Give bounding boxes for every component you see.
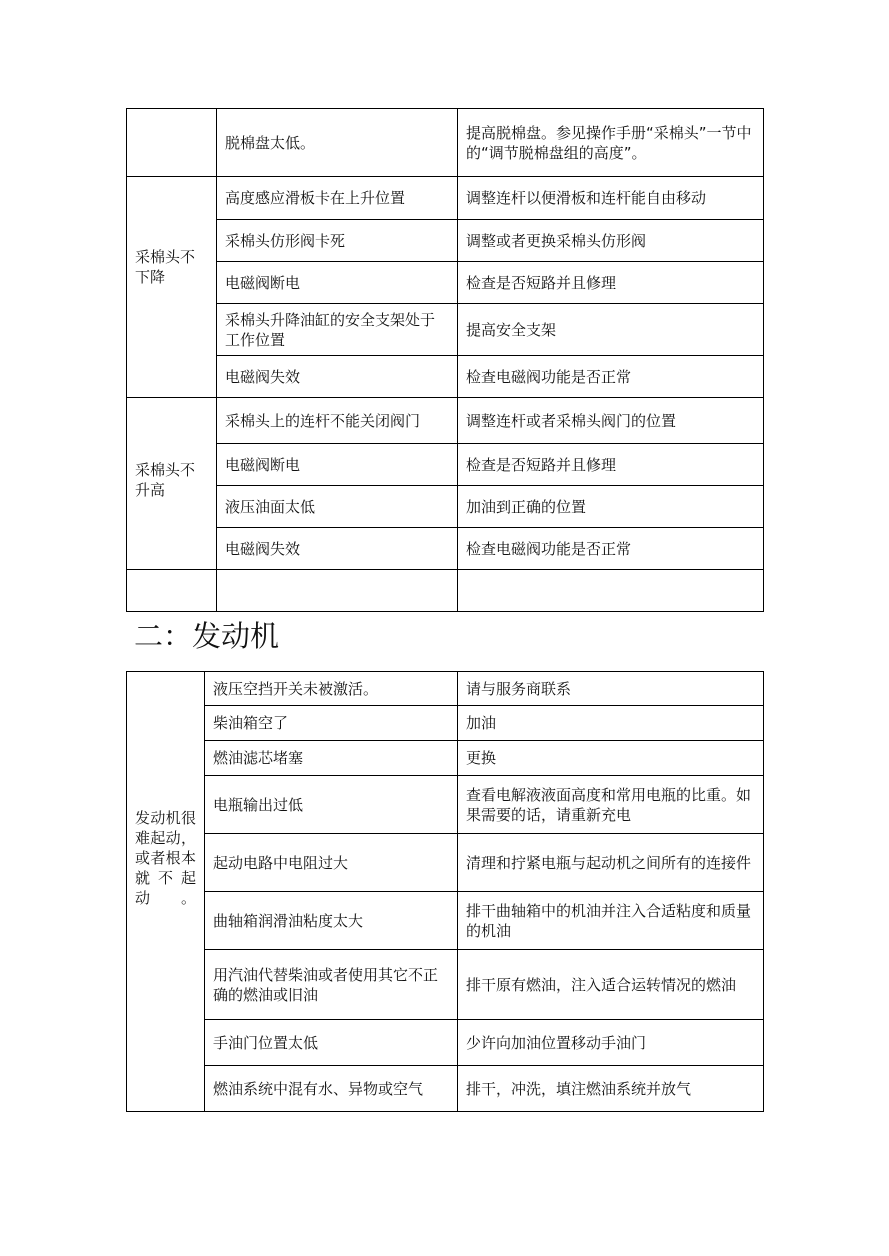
issue-engine-hard-to-start: 发动机很难起动，或者根本就不起动。 (135, 809, 196, 907)
cause-cell: 电磁阀失效 (217, 356, 458, 398)
table-row (127, 304, 764, 356)
solution-cell: 提高脱棉盘。参见操作手册“采棉头”一节中的“调节脱棉盘组的高度”。 (458, 109, 764, 177)
table-row (127, 486, 764, 528)
solution-cell: 请与服务商联系 (458, 672, 764, 706)
solution-cell: 少许向加油位置移动手油门 (458, 1020, 764, 1066)
table-row (127, 220, 764, 262)
troubleshooting-table-header (126, 108, 764, 612)
cause-cell: 曲轴箱润滑油粘度太大 (205, 892, 458, 950)
cause-cell: 采棉头升降油缸的安全支架处于工作位置 (217, 304, 458, 356)
solution-cell: 查看电解液液面高度和常用电瓶的比重。如果需要的话，请重新充电 (458, 776, 764, 834)
table-row (127, 356, 764, 398)
table-row (127, 262, 764, 304)
solution-cell: 检查电磁阀功能是否正常 (458, 528, 764, 570)
cause-cell: 采棉头上的连杆不能关闭阀门 (217, 398, 458, 444)
empty-cell (127, 570, 217, 612)
section-heading: 二：发动机 (134, 619, 280, 653)
cause-cell: 电磁阀断电 (217, 262, 458, 304)
table-row (127, 672, 764, 706)
cause-cell: 采棉头仿形阀卡死 (217, 220, 458, 262)
issue-head-not-raising: 采棉头不 升高 (135, 461, 196, 499)
cause-cell: 液压油面太低 (217, 486, 458, 528)
empty-cell (217, 570, 458, 612)
solution-cell: 检查是否短路并且修理 (458, 262, 764, 304)
table-row (127, 741, 764, 776)
solution-cell: 调整或者更换采棉头仿形阀 (458, 220, 764, 262)
cause-cell: 电磁阀断电 (217, 444, 458, 486)
engine-troubleshooting-table (126, 671, 764, 1112)
table-row-empty (127, 570, 764, 612)
cause-cell: 高度感应滑板卡在上升位置 (217, 177, 458, 220)
issue-cell (127, 177, 217, 398)
solution-cell: 加油到正确的位置 (458, 486, 764, 528)
cause-cell: 起动电路中电阻过大 (205, 834, 458, 892)
cause-cell: 燃油系统中混有水、异物或空气 (205, 1066, 458, 1112)
solution-cell: 排干原有燃油，注入适合运转情况的燃油 (458, 950, 764, 1020)
cause-cell: 电磁阀失效 (217, 528, 458, 570)
cause-cell: 液压空挡开关未被激活。 (205, 672, 458, 706)
solution-cell: 调整连杆以便滑板和连杆能自由移动 (458, 177, 764, 220)
solution-cell: 提高安全支架 (458, 304, 764, 356)
cause-cell: 柴油箱空了 (205, 706, 458, 741)
table-row (127, 706, 764, 741)
cause-cell: 电瓶输出过低 (205, 776, 458, 834)
table-row (127, 1020, 764, 1066)
table-row (127, 109, 764, 177)
table-row (127, 892, 764, 950)
solution-cell: 加油 (458, 706, 764, 741)
table-row (127, 177, 764, 220)
cause-cell: 手油门位置太低 (205, 1020, 458, 1066)
solution-cell: 更换 (458, 741, 764, 776)
table-row (127, 950, 764, 1020)
solution-cell: 排干，冲洗，填注燃油系统并放气 (458, 1066, 764, 1112)
cause-cell: 燃油滤芯堵塞 (205, 741, 458, 776)
issue-cell-empty (127, 109, 217, 177)
table-row (127, 834, 764, 892)
solution-cell: 检查电磁阀功能是否正常 (458, 356, 764, 398)
table-row (127, 398, 764, 444)
solution-cell: 检查是否短路并且修理 (458, 444, 764, 486)
table-row (127, 444, 764, 486)
issue-head-not-lowering: 采棉头不 下降 (135, 248, 196, 286)
empty-cell (458, 570, 764, 612)
table-row (127, 776, 764, 834)
solution-cell: 调整连杆或者采棉头阀门的位置 (458, 398, 764, 444)
table-row (127, 1066, 764, 1112)
issue-cell (127, 672, 205, 1112)
solution-cell: 清理和拧紧电瓶与起动机之间所有的连接件 (458, 834, 764, 892)
cause-cell: 脱棉盘太低。 (217, 109, 458, 177)
solution-cell: 排干曲轴箱中的机油并注入合适粘度和质量的机油 (458, 892, 764, 950)
issue-cell (127, 398, 217, 570)
table-row (127, 528, 764, 570)
cause-cell: 用汽油代替柴油或者使用其它不正确的燃油或旧油 (205, 950, 458, 1020)
